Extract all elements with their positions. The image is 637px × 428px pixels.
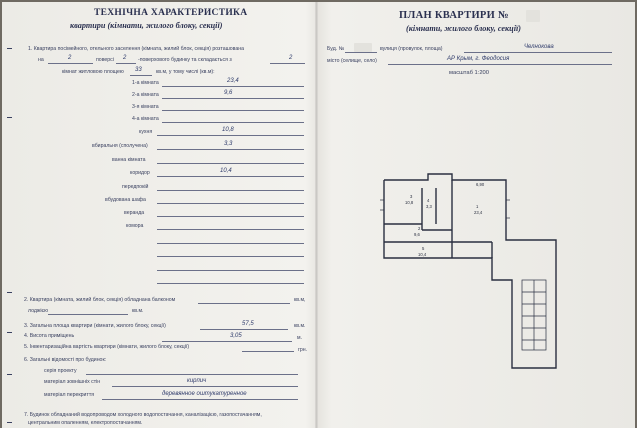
item2-text: 2. Квартира (кімната, жилий блок, секція) обладнана балконом xyxy=(24,297,176,303)
room-label: вбудована шафа xyxy=(105,197,146,203)
item3-unit: кв.м. xyxy=(294,323,306,329)
room-value: 10,4 xyxy=(220,168,232,174)
rooms-count-value: 2 xyxy=(289,55,293,61)
plan-room4-area: 3,3 xyxy=(426,204,432,209)
document-sheet xyxy=(2,2,635,428)
plan-room4-number: 4 xyxy=(427,198,430,203)
plan-subtitle: (кімнати, жилого блоку, секції) xyxy=(406,24,522,33)
item6-text: 6. Загальні відомості про будинок: xyxy=(24,357,107,363)
redacted-apartment-number xyxy=(526,10,540,22)
redacted-building-number xyxy=(354,43,372,52)
room-label: коридор xyxy=(130,170,150,176)
scale-label: масштаб 1:200 xyxy=(449,70,490,76)
room-label: 3-я кімната xyxy=(132,104,159,110)
item6-floor: матеріал перекриття xyxy=(44,392,95,398)
building-label: Буд. № xyxy=(327,46,345,52)
floor-label: поверсі xyxy=(96,57,114,63)
item2-unit1: кв.м, xyxy=(294,297,306,303)
item5-unit: грн. xyxy=(298,347,308,353)
city-label: місто (селище, село) xyxy=(327,58,377,64)
city-value: АР Крым, г. Феодосия xyxy=(447,56,510,62)
plan-room2-area: 9,6 xyxy=(414,232,420,237)
item4-text: 4. Висота приміщень xyxy=(24,333,75,339)
plan-room1-number: 1 xyxy=(476,204,479,209)
living-area-value: 33 xyxy=(135,67,142,73)
ceiling-height-value: 3,05 xyxy=(230,333,242,339)
plan-room5-number: 5 xyxy=(422,246,425,251)
plan-room3-number: 3 xyxy=(410,194,413,199)
item5-text: 5. Інвентаризаційна вартість квартири (кімнати, жилого блоку, секції) xyxy=(24,344,190,350)
room-label: ванна кімната xyxy=(112,157,146,163)
plan-room3-area: 10,8 xyxy=(405,200,414,205)
floors-label: -поверхового будинку та складається з xyxy=(138,57,232,63)
total-area-value: 57,5 xyxy=(242,321,254,327)
floors-value: 2 xyxy=(123,55,127,61)
room-value: 23,4 xyxy=(227,78,239,84)
plan-room1-area: 23,4 xyxy=(474,210,483,215)
room-value: 9,6 xyxy=(224,90,233,96)
item2-loggia: лоджією xyxy=(28,308,49,314)
street-value: Челнокова xyxy=(524,44,554,50)
item7-line1: 7. Будинок обладнаний водопроводом холодного водопостачання, каналізацією, газопостачанням, xyxy=(24,412,262,418)
item2-unit2: кв.м. xyxy=(132,308,144,314)
room-label: кухня xyxy=(139,129,153,135)
item7-line2: центральним опаленням, електропостачанням. xyxy=(28,420,143,426)
plan-title: ПЛАН КВАРТИРИ № xyxy=(399,10,509,21)
sqm-incl-label: кв.м, у тому числі (кв.м): xyxy=(156,69,215,75)
room-label: 4-а кімната xyxy=(132,116,159,122)
plan-room2-number: 2 xyxy=(418,226,421,231)
room-value: 10,8 xyxy=(222,127,234,133)
room-label: 1-а кімната xyxy=(132,80,159,86)
plan-balcony-area: 6,90 xyxy=(476,182,485,187)
floor-plan-drawing xyxy=(372,170,582,384)
walls-material-value: кирпич xyxy=(187,378,207,384)
floor-value: 2 xyxy=(68,55,72,61)
page-fold xyxy=(315,2,318,428)
left-subtitle: квартири (кімнати, жилого блоку, секції) xyxy=(70,21,223,30)
item1-on-label: на xyxy=(38,57,44,63)
left-title: ТЕХНІЧНА ХАРАКТЕРИСТИКА xyxy=(94,8,248,18)
plan-room5-area: 10,4 xyxy=(418,252,427,257)
room-label: вбиральня (сполучена) xyxy=(92,143,148,149)
living-area-label: кімнат житловою площею xyxy=(62,69,124,75)
item6-walls: матеріал зовнішніх стін xyxy=(44,379,101,385)
room-label: 2-а кімната xyxy=(132,92,159,98)
room-value: 3,3 xyxy=(224,141,233,147)
item1-text: 1. Квартира посімейного, отельного заселення (кімната, жилий блок, секція) розташована xyxy=(28,46,245,52)
floor-material-value: деревянное оштукатуренное xyxy=(162,391,247,397)
item4-unit: м. xyxy=(297,335,303,341)
room-label: комора xyxy=(126,223,144,229)
room-label: веранда xyxy=(124,210,145,216)
item6-series: серія проекту xyxy=(44,368,77,374)
street-label: вулиця (провулок, площа) xyxy=(380,46,443,52)
item3-text: 3. Загальна площа квартири (кімнати, жилого блоку, секції) xyxy=(24,323,166,329)
room-label: передпокій xyxy=(122,184,149,190)
